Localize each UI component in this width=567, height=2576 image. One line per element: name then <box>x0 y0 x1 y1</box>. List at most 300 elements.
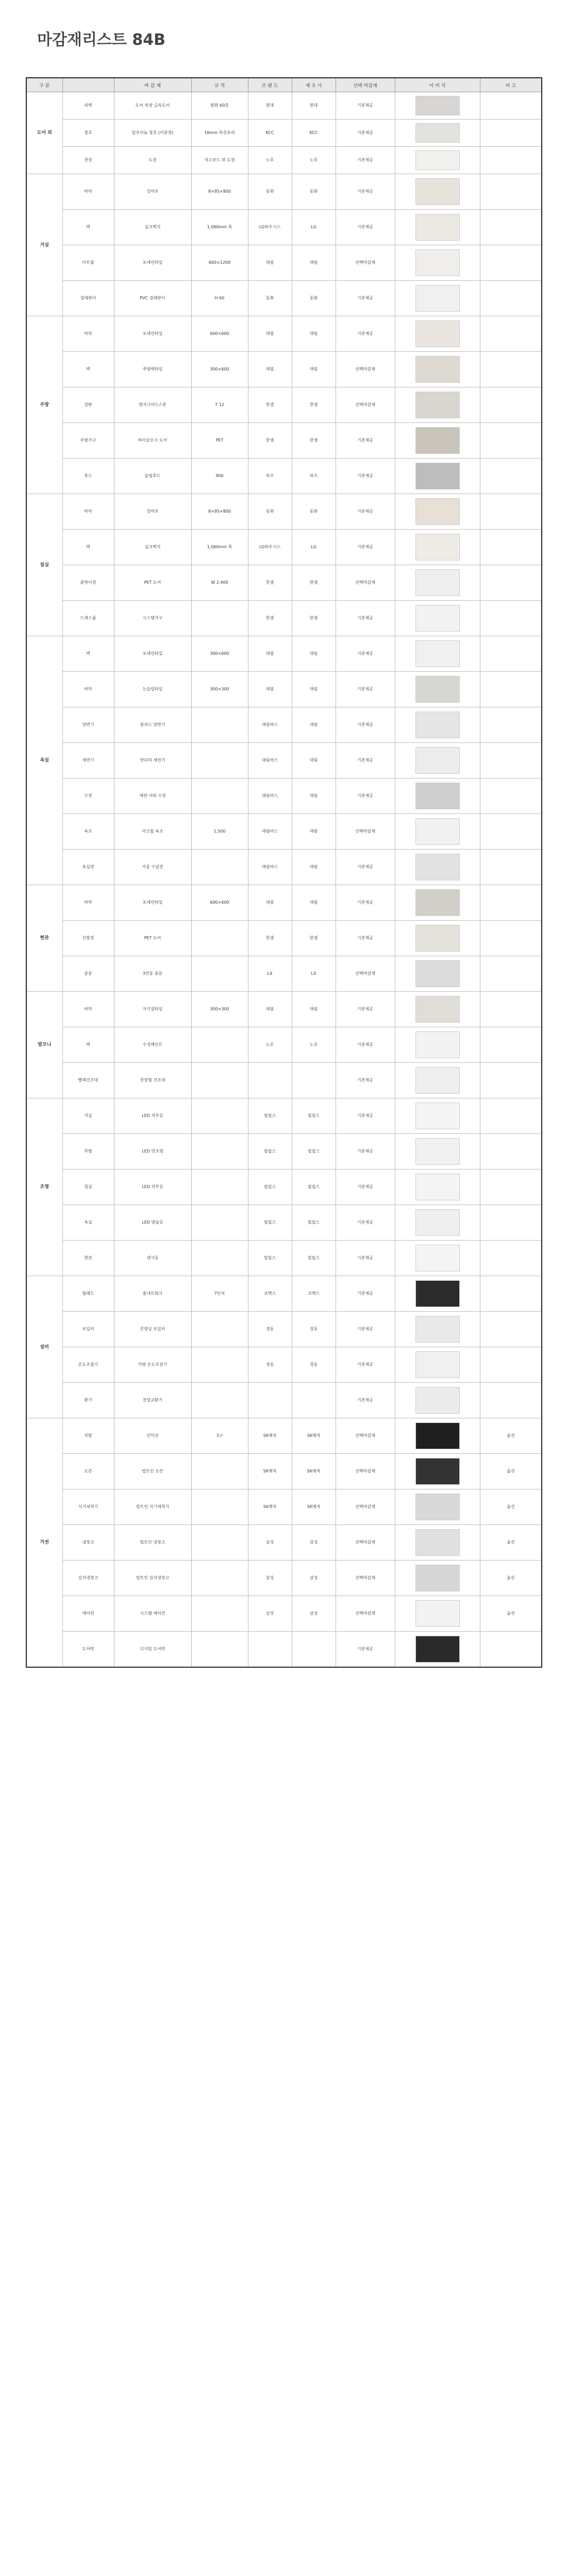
cell-option: 기본제공 <box>336 281 395 316</box>
cell-spec: 300×300 <box>191 672 248 707</box>
cell-note <box>480 672 542 707</box>
cell-image <box>395 1454 480 1489</box>
table-row <box>26 778 542 814</box>
material-thumbnail <box>415 1103 460 1129</box>
section-name: 발코니 <box>26 992 62 1098</box>
cell-maker: 대림 <box>292 636 336 672</box>
cell-brand: 한샘 <box>248 565 292 601</box>
cell-brand: 한샘 <box>248 387 292 423</box>
cell-maker: 대림 <box>292 352 336 387</box>
cell-maker <box>292 1632 336 1668</box>
cell-spec <box>191 1454 248 1489</box>
cell-note <box>480 814 542 850</box>
cell-image <box>395 1561 480 1596</box>
cell-spec: 600×600 <box>191 885 248 921</box>
cell-spec <box>191 1027 248 1063</box>
cell-brand: 한샘 <box>248 423 292 459</box>
cell-maker: 경동 <box>292 1312 336 1347</box>
cell-image <box>395 494 480 530</box>
cell-material: 빌트인 식기세척기 <box>114 1489 191 1525</box>
material-thumbnail <box>415 1316 460 1343</box>
cell-note <box>480 778 542 814</box>
cell-brand: 대림바스 <box>248 743 292 778</box>
material-thumbnail <box>415 711 460 738</box>
cell-spec: 3구 <box>191 1418 248 1454</box>
cell-option: 기본제공 <box>336 1276 395 1312</box>
table-row <box>26 885 542 921</box>
cell-option: 기본제공 <box>336 1205 395 1241</box>
material-thumbnail <box>415 818 460 845</box>
table-row <box>26 672 542 707</box>
cell-image <box>395 352 480 387</box>
cell-image <box>395 281 480 316</box>
cell-spec: 1,500 <box>191 814 248 850</box>
cell-material: 천장형 건조대 <box>114 1063 191 1098</box>
table-row <box>26 1525 542 1561</box>
cell-material: 도장 <box>114 147 191 174</box>
cell-subcategory: 오븐 <box>62 1454 114 1489</box>
cell-material: LED 직부등 <box>114 1098 191 1134</box>
material-thumbnail <box>415 605 460 632</box>
section-name: 조명 <box>26 1098 62 1276</box>
cell-note <box>480 1632 542 1668</box>
cell-note <box>480 1241 542 1276</box>
cell-brand: 대림바스 <box>248 707 292 743</box>
cell-maker: 대림 <box>292 778 336 814</box>
cell-subcategory: 에어컨 <box>62 1596 114 1632</box>
cell-spec <box>191 850 248 885</box>
cell-note <box>480 1098 542 1134</box>
cell-brand: 삼성 <box>248 1596 292 1632</box>
header-maker: 제 조 사 <box>292 78 336 92</box>
cell-option: 기본제공 <box>336 1170 395 1205</box>
cell-material: LED 방습등 <box>114 1205 191 1241</box>
material-thumbnail <box>415 178 460 205</box>
cell-image <box>395 120 480 147</box>
cell-brand: 노루 <box>248 1027 292 1063</box>
material-thumbnail <box>415 1458 460 1485</box>
cell-option: 기본제공 <box>336 210 395 245</box>
cell-image <box>395 1170 480 1205</box>
cell-image <box>395 814 480 850</box>
cell-material: 자기질타일 <box>114 992 191 1027</box>
material-thumbnail <box>415 1529 460 1556</box>
cell-maker: 동화 <box>292 174 336 210</box>
cell-brand: 필립스 <box>248 1205 292 1241</box>
cell-note <box>480 1347 542 1383</box>
cell-spec <box>191 1561 248 1596</box>
table-row <box>26 956 542 992</box>
cell-subcategory: 걸레받이 <box>62 281 114 316</box>
cell-material: 원피스 양변기 <box>114 707 191 743</box>
cell-brand: 동화 <box>248 174 292 210</box>
cell-maker: 필립스 <box>292 1134 336 1170</box>
cell-option: 기본제공 <box>336 423 395 459</box>
cell-image <box>395 1383 480 1418</box>
cell-maker: 대림 <box>292 885 336 921</box>
cell-maker: 필립스 <box>292 1205 336 1241</box>
cell-brand: SK매직 <box>248 1454 292 1489</box>
cell-maker: 한샘 <box>292 387 336 423</box>
cell-image <box>395 1241 480 1276</box>
cell-image <box>395 1098 480 1134</box>
header-note: 비 고 <box>480 78 542 92</box>
cell-material: 시스템 에어컨 <box>114 1596 191 1632</box>
material-thumbnail <box>415 285 460 312</box>
cell-material: 포세린타일 <box>114 636 191 672</box>
cell-spec: 900 <box>191 459 248 494</box>
table-body <box>26 92 542 1668</box>
cell-subcategory: 벽 <box>62 636 114 672</box>
section-name: 도어 외 <box>26 92 62 174</box>
cell-image <box>395 921 480 956</box>
cell-note <box>480 1134 542 1170</box>
cell-image <box>395 1205 480 1241</box>
cell-brand: SK매직 <box>248 1489 292 1525</box>
cell-subcategory: 수전 <box>62 778 114 814</box>
section-name: 설비 <box>26 1276 62 1418</box>
cell-image <box>395 601 480 636</box>
material-thumbnail <box>415 1636 460 1663</box>
cell-note <box>480 1205 542 1241</box>
cell-note <box>480 352 542 387</box>
cell-brand: 현대 <box>248 92 292 120</box>
cell-subcategory: 바닥 <box>62 992 114 1027</box>
table-row <box>26 245 542 281</box>
material-thumbnail <box>415 214 460 241</box>
cell-note <box>480 316 542 352</box>
cell-note <box>480 956 542 992</box>
material-thumbnail <box>415 150 460 170</box>
cell-spec <box>191 1312 248 1347</box>
cell-subcategory: 벽 <box>62 210 114 245</box>
table-row <box>26 1418 542 1454</box>
cell-image <box>395 850 480 885</box>
cell-brand: 필립스 <box>248 1241 292 1276</box>
table-row <box>26 120 542 147</box>
cell-option: 기본제공 <box>336 885 395 921</box>
cell-material: 하이글로시 도어 <box>114 423 191 459</box>
cell-image <box>395 1418 480 1454</box>
cell-brand: 하츠 <box>248 459 292 494</box>
cell-subcategory: 현관 <box>62 1241 114 1276</box>
cell-option: 기본제공 <box>336 1063 395 1098</box>
cell-brand: 노루 <box>248 147 292 174</box>
material-thumbnail <box>415 569 460 596</box>
cell-option: 선택마감재 <box>336 956 395 992</box>
cell-note: 옵션 <box>480 1489 542 1525</box>
header-option: 선택 마감재 <box>336 78 395 92</box>
cell-note <box>480 147 542 174</box>
cell-option: 선택마감재 <box>336 1418 395 1454</box>
cell-option: 선택마감재 <box>336 245 395 281</box>
table-row <box>26 387 542 423</box>
cell-option: 선택마감재 <box>336 565 395 601</box>
cell-material: 디지털 도어락 <box>114 1632 191 1668</box>
header-image: 이 미 지 <box>395 78 480 92</box>
cell-subcategory: 빨래건조대 <box>62 1063 114 1098</box>
cell-maker: 대림 <box>292 245 336 281</box>
cell-brand: 한샘 <box>248 601 292 636</box>
cell-maker <box>292 1063 336 1098</box>
header-brand: 브 랜 드 <box>248 78 292 92</box>
cell-spec: 300×600 <box>191 352 248 387</box>
cell-material: 각방 온도조절기 <box>114 1347 191 1383</box>
cell-material: PVC 걸레받이 <box>114 281 191 316</box>
cell-maker: 한샘 <box>292 565 336 601</box>
cell-brand: LG하우시스 <box>248 530 292 565</box>
cell-note <box>480 601 542 636</box>
cell-spec <box>191 778 248 814</box>
section-name: 주방 <box>26 316 62 494</box>
cell-spec <box>191 1596 248 1632</box>
cell-note <box>480 707 542 743</box>
cell-brand: 대림 <box>248 352 292 387</box>
material-thumbnail <box>415 1067 460 1094</box>
cell-maker: SK매직 <box>292 1454 336 1489</box>
table-row <box>26 494 542 530</box>
cell-brand: 필립스 <box>248 1134 292 1170</box>
material-thumbnail <box>415 1031 460 1058</box>
cell-maker: KCC <box>292 120 336 147</box>
cell-spec: 1,060mm 폭 <box>191 210 248 245</box>
cell-material: 시스템가구 <box>114 601 191 636</box>
table-row <box>26 1170 542 1205</box>
cell-material: 3연동 중문 <box>114 956 191 992</box>
cell-maker: 삼성 <box>292 1561 336 1596</box>
material-thumbnail <box>415 996 460 1023</box>
cell-brand: 경동 <box>248 1347 292 1383</box>
cell-brand: KCC <box>248 120 292 147</box>
cell-maker: 필립스 <box>292 1170 336 1205</box>
cell-material: 강마루 <box>114 494 191 530</box>
cell-option: 기본제공 <box>336 743 395 778</box>
table-row <box>26 1276 542 1312</box>
cell-spec: 1,060mm 폭 <box>191 530 248 565</box>
cell-image <box>395 1063 480 1098</box>
cell-material: 수성페인트 <box>114 1027 191 1063</box>
cell-image <box>395 1525 480 1561</box>
cell-subcategory: 천장 <box>62 147 114 174</box>
table-row <box>26 1454 542 1489</box>
cell-material: 거울 수납장 <box>114 850 191 885</box>
table-row <box>26 1241 542 1276</box>
cell-note <box>480 565 542 601</box>
cell-option: 기본제공 <box>336 1098 395 1134</box>
material-thumbnail <box>415 854 460 880</box>
table-row <box>26 174 542 210</box>
cell-subcategory: 김치냉장고 <box>62 1561 114 1596</box>
cell-brand: 대림바스 <box>248 814 292 850</box>
table-header-row <box>26 78 542 92</box>
cell-image <box>395 530 480 565</box>
cell-option: 기본제공 <box>336 1312 395 1347</box>
cell-brand: 대림바스 <box>248 850 292 885</box>
cell-option: 기본제공 <box>336 1383 395 1418</box>
cell-spec: 300×600 <box>191 636 248 672</box>
table-row <box>26 601 542 636</box>
cell-brand: 삼성 <box>248 1525 292 1561</box>
cell-brand: 동화 <box>248 494 292 530</box>
cell-material: 실크벽지 <box>114 530 191 565</box>
cell-note <box>480 636 542 672</box>
cell-image <box>395 1596 480 1632</box>
cell-image <box>395 459 480 494</box>
cell-image <box>395 92 480 120</box>
cell-option: 선택마감재 <box>336 1525 395 1561</box>
cell-option: 기본제공 <box>336 636 395 672</box>
cell-maker: 코맥스 <box>292 1276 336 1312</box>
title-bar <box>0 0 567 62</box>
cell-option: 기본제공 <box>336 92 395 120</box>
cell-subcategory: 붙박이장 <box>62 565 114 601</box>
cell-material: LED 면조명 <box>114 1134 191 1170</box>
cell-material: 빌트인 오븐 <box>114 1454 191 1489</box>
cell-option: 선택마감재 <box>336 387 395 423</box>
material-thumbnail <box>415 783 460 809</box>
cell-subcategory: 욕조 <box>62 814 114 850</box>
cell-note <box>480 1170 542 1205</box>
cell-note <box>480 210 542 245</box>
cell-option: 기본제공 <box>336 1241 395 1276</box>
cell-note: 옵션 <box>480 1418 542 1454</box>
cell-note: 옵션 <box>480 1525 542 1561</box>
cell-note <box>480 174 542 210</box>
cell-note <box>480 743 542 778</box>
cell-option: 선택마감재 <box>336 1561 395 1596</box>
cell-note <box>480 1383 542 1418</box>
cell-brand: 필립스 <box>248 1170 292 1205</box>
table-row <box>26 992 542 1027</box>
cell-maker: LG <box>292 530 336 565</box>
cell-note <box>480 423 542 459</box>
cell-material: 포세린타일 <box>114 245 191 281</box>
cell-option: 선택마감재 <box>336 814 395 850</box>
cell-spec: T 12 <box>191 387 248 423</box>
cell-note <box>480 885 542 921</box>
table-row <box>26 459 542 494</box>
cell-image <box>395 743 480 778</box>
table-row <box>26 1632 542 1668</box>
cell-brand: 필립스 <box>248 1098 292 1134</box>
cell-maker: 삼성 <box>292 1596 336 1632</box>
cell-option: 선택마감재 <box>336 1454 395 1489</box>
cell-spec: H 60 <box>191 281 248 316</box>
table-row <box>26 1596 542 1632</box>
cell-material: 인덕션 <box>114 1418 191 1454</box>
cell-material: 엔지니어드스톤 <box>114 387 191 423</box>
cell-brand: 대림 <box>248 245 292 281</box>
cell-option: 기본제공 <box>336 120 395 147</box>
table-row <box>26 1312 542 1347</box>
cell-note <box>480 1027 542 1063</box>
cell-material: 아크릴 욕조 <box>114 814 191 850</box>
cell-spec <box>191 1347 248 1383</box>
material-thumbnail <box>415 123 460 143</box>
cell-option: 선택마감재 <box>336 1489 395 1525</box>
cell-note: 옵션 <box>480 1596 542 1632</box>
cell-material: 논슬립타일 <box>114 672 191 707</box>
cell-brand: LX <box>248 956 292 992</box>
cell-subcategory: 욕실장 <box>62 850 114 885</box>
cell-image <box>395 636 480 672</box>
cell-subcategory: 바닥 <box>62 316 114 352</box>
cell-image <box>395 1632 480 1668</box>
cell-spec <box>191 601 248 636</box>
table-row <box>26 92 542 120</box>
cell-image <box>395 147 480 174</box>
cell-subcategory: 외벽 <box>62 92 114 120</box>
cell-image <box>395 1134 480 1170</box>
material-thumbnail <box>415 534 460 561</box>
cell-subcategory: 환기 <box>62 1383 114 1418</box>
cell-maker: 대림 <box>292 814 336 850</box>
table-row <box>26 1205 542 1241</box>
cell-subcategory: 침실 <box>62 1170 114 1205</box>
cell-note <box>480 494 542 530</box>
table-row <box>26 147 542 174</box>
table-row <box>26 1347 542 1383</box>
cell-material: 강마루 <box>114 174 191 210</box>
cell-material: 빌트인 김치냉장고 <box>114 1561 191 1596</box>
material-thumbnail <box>415 427 460 454</box>
cell-option: 기본제공 <box>336 992 395 1027</box>
cell-option: 기본제공 <box>336 778 395 814</box>
cell-material: 주방벽타일 <box>114 352 191 387</box>
cell-note: 옵션 <box>480 1561 542 1596</box>
cell-subcategory: 벽 <box>62 352 114 387</box>
table-row <box>26 210 542 245</box>
cell-brand: 대림 <box>248 885 292 921</box>
cell-image <box>395 1347 480 1383</box>
cell-note <box>480 1312 542 1347</box>
cell-spec: 8×95×800 <box>191 494 248 530</box>
section-name: 욕실 <box>26 636 62 885</box>
page-title: 마감재리스트 84B <box>37 31 165 49</box>
cell-spec <box>191 1134 248 1170</box>
cell-subcategory: 신발장 <box>62 921 114 956</box>
cell-maker <box>292 1383 336 1418</box>
cell-material: 포세린타일 <box>114 885 191 921</box>
cell-image <box>395 1312 480 1347</box>
cell-material: 알루미늄 창호 (이중창) <box>114 120 191 147</box>
cell-brand <box>248 1063 292 1098</box>
cell-image <box>395 174 480 210</box>
cell-spec: 600×1200 <box>191 245 248 281</box>
cell-brand: 대림 <box>248 992 292 1027</box>
material-thumbnail <box>415 640 460 667</box>
cell-image <box>395 245 480 281</box>
cell-material: 빌트인 냉장고 <box>114 1525 191 1561</box>
cell-brand <box>248 1383 292 1418</box>
cell-image <box>395 387 480 423</box>
material-thumbnail <box>415 1422 460 1449</box>
table-row <box>26 316 542 352</box>
table-row <box>26 707 542 743</box>
cell-option: 기본제공 <box>336 174 395 210</box>
cell-spec <box>191 743 248 778</box>
cell-note <box>480 281 542 316</box>
cell-subcategory: 바닥 <box>62 672 114 707</box>
cell-spec <box>191 1170 248 1205</box>
table-row <box>26 743 542 778</box>
cell-option: 기본제공 <box>336 672 395 707</box>
material-thumbnail <box>415 925 460 952</box>
cell-spec: 7인치 <box>191 1276 248 1312</box>
cell-subcategory: 양변기 <box>62 707 114 743</box>
cell-spec <box>191 1489 248 1525</box>
table-row <box>26 1134 542 1170</box>
